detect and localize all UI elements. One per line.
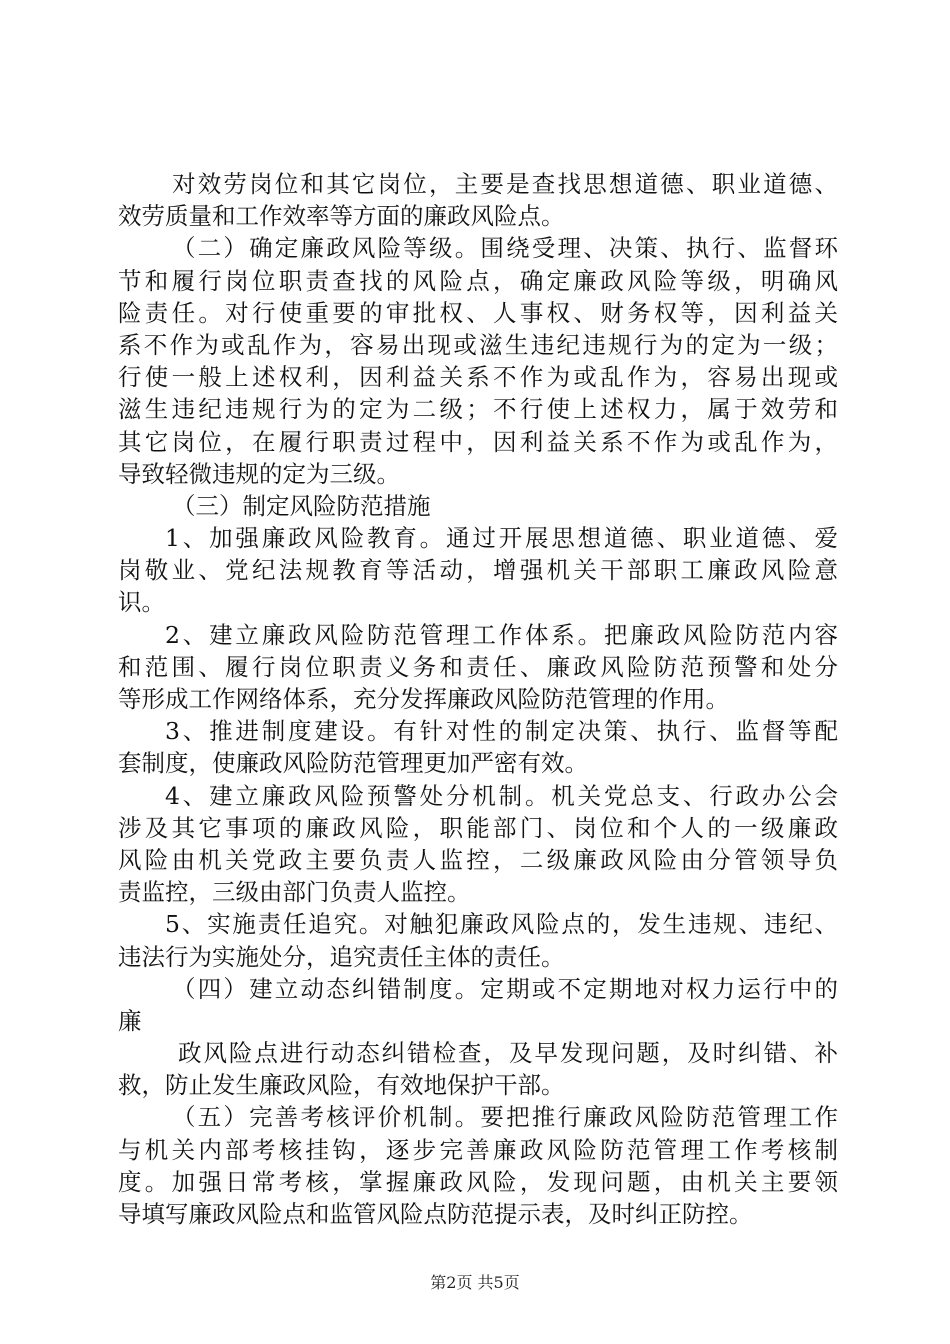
text-line: 1、加强廉政风险教育。通过开展思想道德、职业道德、爱 <box>165 524 838 553</box>
text-line: 涉及其它事项的廉政风险，职能部门、岗位和个人的一级廉政 <box>118 813 838 842</box>
text-line: 节和履行岗位职责查找的风险点，确定廉政风险等级，明确风 <box>118 266 838 295</box>
text-line: 救，防止发生廉政风险，有效地保护干部。 <box>118 1071 565 1100</box>
text-line: （二）确定廉政风险等级。围绕受理、决策、执行、监督环 <box>172 234 838 263</box>
document-body <box>118 168 838 1230</box>
text-line: 系不作为或乱作为，容易出现或滋生违纪违规行为的定为一级； <box>118 330 838 359</box>
text-line: 度。加强日常考核，掌握廉政风险，发现问题，由机关主要领 <box>118 1167 838 1196</box>
text-line: 3、推进制度建设。有针对性的制定决策、执行、监督等配 <box>165 717 838 746</box>
text-line: 滋生违纪违规行为的定为二级；不行使上述权力，属于效劳和 <box>118 395 838 424</box>
text-line: 5、实施责任追究。对触犯廉政风险点的，发生违规、违纪、 <box>165 910 838 939</box>
text-line: 4、建立廉政风险预警处分机制。机关党总支、行政办公会 <box>165 781 838 810</box>
text-line: （三）制定风险防范措施 <box>172 491 431 520</box>
text-line: 效劳质量和工作效率等方面的廉政风险点。 <box>118 202 565 231</box>
text-line: 违法行为实施处分，追究责任主体的责任。 <box>118 942 565 971</box>
text-line: 行使一般上述权利，因利益关系不作为或乱作为，容易出现或 <box>118 363 838 392</box>
text-line: 风险由机关党政主要负责人监控，二级廉政风险由分管领导负 <box>118 845 838 874</box>
text-line: （四）建立动态纠错制度。定期或不定期地对权力运行中的 <box>172 974 838 1003</box>
text-line: 导致轻微违规的定为三级。 <box>118 459 400 488</box>
page-number-footer: 第2页 共5页 <box>430 1273 520 1292</box>
text-line: 险责任。对行使重要的审批权、人事权、财务权等，因利益关 <box>118 298 838 327</box>
text-line: 和范围、履行岗位职责义务和责任、廉政风险防范预警和处分 <box>118 652 838 681</box>
text-line: 政风险点进行动态纠错检查，及早发现问题，及时纠错、补 <box>178 1039 838 1068</box>
text-line: 廉 <box>118 1006 142 1035</box>
text-line: 对效劳岗位和其它岗位，主要是查找思想道德、职业道德、 <box>172 170 838 198</box>
text-line: 责监控，三级由部门负责人监控。 <box>118 878 471 907</box>
text-line: 识。 <box>118 588 165 617</box>
text-line: 2、建立廉政风险防范管理工作体系。把廉政风险防范内容 <box>165 620 838 649</box>
text-line: 等形成工作网络体系，充分发挥廉政风险防范管理的作用。 <box>118 685 729 713</box>
text-line: 其它岗位，在履行职责过程中，因利益关系不作为或乱作为， <box>118 427 838 456</box>
text-line: 与机关内部考核挂钩，逐步完善廉政风险防范管理工作考核制 <box>118 1135 838 1164</box>
text-line: 套制度，使廉政风险防范管理更加严密有效。 <box>118 749 588 778</box>
text-line: 导填写廉政风险点和监管风险点防范提示表，及时纠正防控。 <box>118 1200 753 1228</box>
text-line: （五）完善考核评价机制。要把推行廉政风险防范管理工作 <box>172 1103 838 1132</box>
text-line: 岗敬业、党纪法规教育等活动，增强机关干部职工廉政风险意 <box>118 556 838 585</box>
